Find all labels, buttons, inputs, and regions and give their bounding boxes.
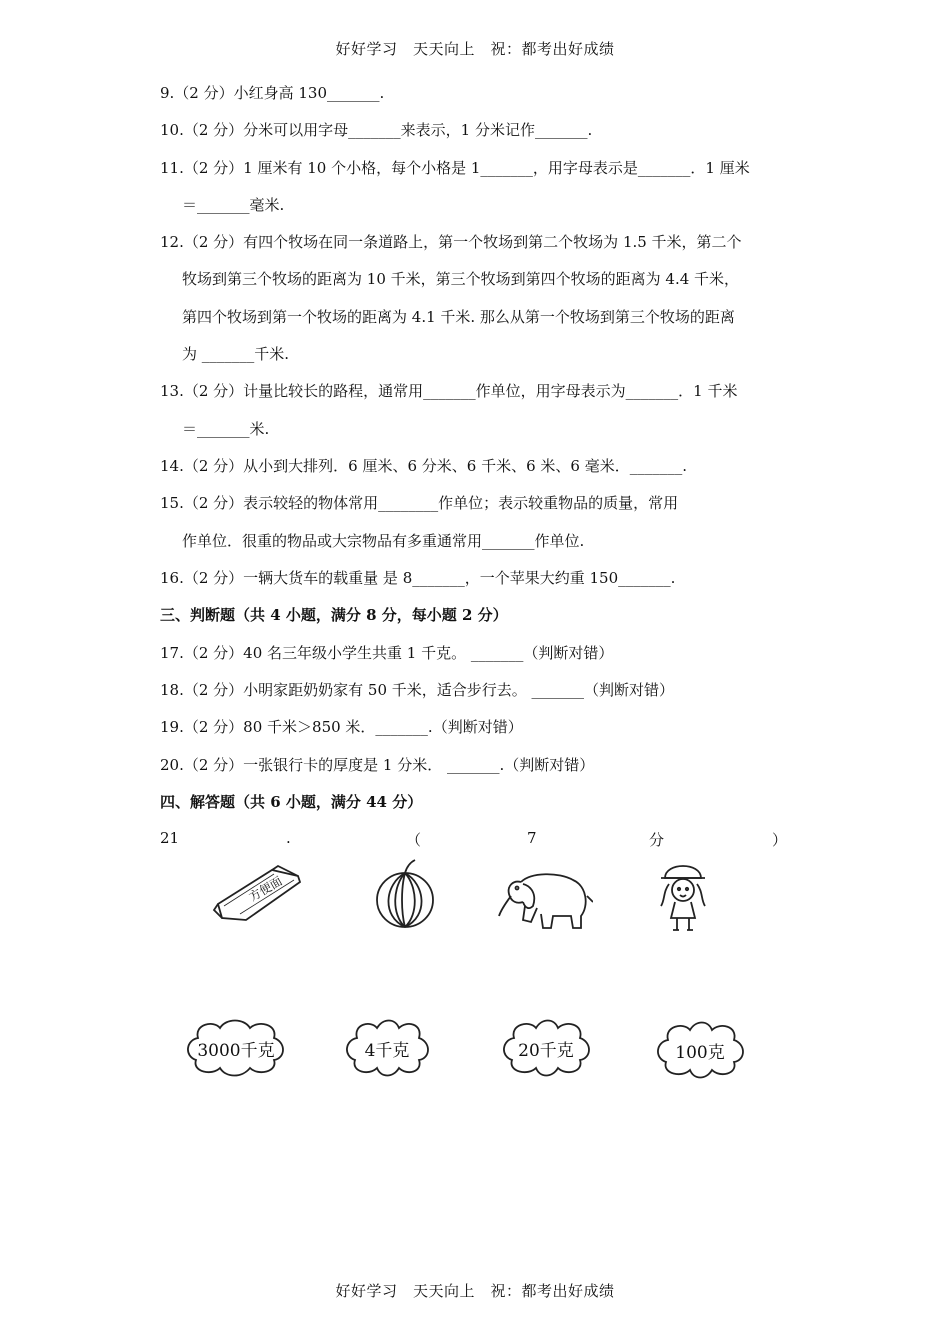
question-17: 17.（2 分）40 名三年级小学生共重 1 千克。 _______（判断对错） — [160, 644, 614, 662]
question-12-cont-1: 牧场到第三个牧场的距离为 10 千米，第三个牧场到第四个牧场的距离为 4.4 千米， — [182, 270, 740, 288]
cloud-text: 3000千克 — [197, 1041, 275, 1061]
q21-close-paren: ） — [772, 831, 788, 849]
q21-open-paren: （ — [406, 831, 422, 849]
question-12-cont-3: 为 _______千米. — [182, 345, 290, 363]
question-13-cont: ＝_______米. — [182, 420, 270, 438]
page-header: 好好学习 天天向上 祝：都考出好成绩 — [335, 40, 615, 58]
question-20: 20.（2 分）一张银行卡的厚度是 1 分米． _______.（判断对错） — [160, 756, 595, 774]
q21-number: 21 — [160, 829, 180, 847]
question-13: 13.（2 分）计量比较长的路程，通常用_______作单位，用字母表示为_______．1 千米 — [160, 382, 738, 400]
question-15-cont: 作单位．很重的物品或大宗物品有多重通常用_______作单位. — [182, 532, 585, 550]
page-footer: 好好学习 天天向上 祝：都考出好成绩 — [335, 1282, 615, 1300]
question-19: 19.（2 分）80 千米＞850 米．_______.（判断对错） — [160, 718, 523, 736]
cloud-label-3 — [502, 1016, 590, 1078]
question-10: 10.（2 分）分米可以用字母_______来表示，1 分米记作_______. — [160, 121, 593, 139]
question-11: 11.（2 分）1 厘米有 10 个小格，每个小格是 1_______，用字母表示是_______．1 厘米 — [160, 159, 750, 177]
question-11-cont: ＝_______毫米. — [182, 196, 285, 214]
question-12-cont-2: 第四个牧场到第一个牧场的距离为 4.1 千米. 那么从第一个牧场到第三个牧场的距离 — [182, 308, 735, 326]
cloud-text: 20千克 — [518, 1041, 574, 1061]
section-4-heading: 四、解答题（共 6 小题，满分 44 分） — [160, 793, 423, 811]
q21-points: 7 — [527, 829, 537, 847]
q21-dot: . — [286, 829, 291, 847]
question-14: 14.（2 分）从小到大排列．6 厘米、6 分米、6 千米、6 米、6 毫米．_______. — [160, 457, 687, 475]
elephant-picture — [497, 866, 593, 934]
question-15: 15.（2 分）表示较轻的物体常用________作单位；表示较重物品的质量，常用 — [160, 494, 679, 512]
section-3-heading: 三、判断题（共 4 小题，满分 8 分，每小题 2 分） — [160, 606, 508, 624]
noodles-bag-label: 方便面 — [246, 873, 285, 905]
noodles-bag-picture — [210, 862, 306, 930]
cloud-text: 100克 — [675, 1043, 725, 1063]
question-12: 12.（2 分）有四个牧场在同一条道路上，第一个牧场到第二个牧场为 1.5 千米，第二个 — [160, 233, 742, 251]
cloud-label-4 — [656, 1018, 744, 1080]
cloud-label-2 — [345, 1016, 429, 1078]
cloud-text: 4千克 — [364, 1041, 410, 1061]
question-18: 18.（2 分）小明家距奶奶家有 50 千米，适合步行去。 _______（判断对错） — [160, 681, 675, 699]
question-9: 9.（2 分）小红身高 130_______. — [160, 84, 385, 102]
girl-picture — [655, 856, 711, 936]
q21-unit: 分 — [649, 831, 665, 849]
watermelon-picture — [373, 858, 437, 930]
cloud-label-1 — [184, 1016, 288, 1078]
question-16: 16.（2 分）一辆大货车的载重量 是 8_______，一个苹果大约重 150_______. — [160, 569, 676, 587]
